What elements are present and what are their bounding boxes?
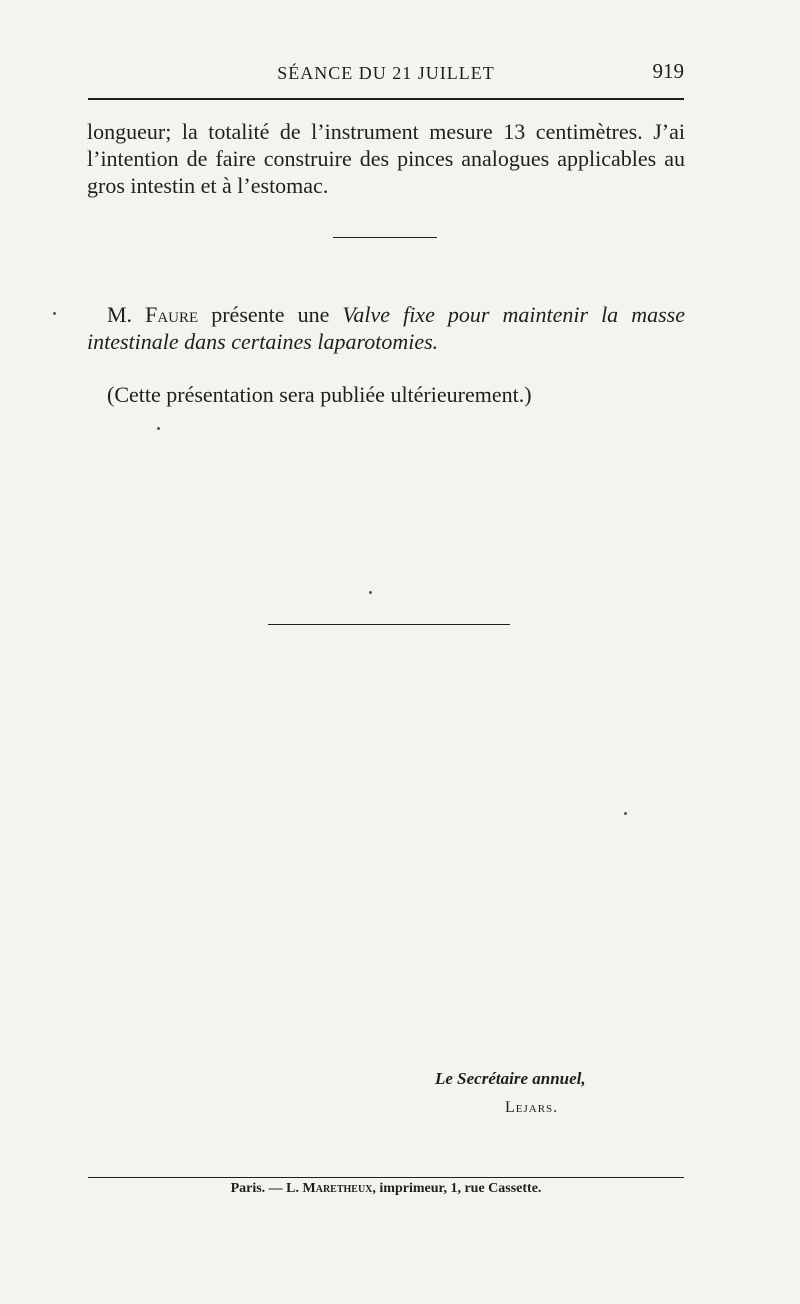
separator-rule-short <box>333 237 437 238</box>
running-head: SÉANCE DU 21 JUILLET <box>277 63 495 83</box>
page-header <box>88 59 684 89</box>
presenter-verb: présente une <box>198 302 343 327</box>
paragraph-presentation <box>87 301 685 355</box>
paragraph-note: (Cette présentation sera publiée ultérieurement.) <box>107 382 532 407</box>
signature-name: Lejars. <box>505 1099 559 1116</box>
signature-block <box>435 1069 695 1117</box>
presenter-name: Faure <box>145 302 199 327</box>
paper-speck <box>157 427 160 430</box>
paper-speck <box>369 591 372 594</box>
paper-speck <box>53 312 56 315</box>
page-number: 919 <box>652 59 684 83</box>
presentation-title: Valve fixe pour maintenir la masse intestinale dans certaines laparotomies. <box>87 302 686 354</box>
footer-rule <box>88 1177 684 1178</box>
imprint-prefix: Paris. — L. <box>230 1181 303 1196</box>
printer-imprint <box>88 1181 684 1197</box>
header-rule <box>88 98 684 100</box>
section-end-rule <box>268 624 510 625</box>
printer-name: Maretheux <box>302 1181 373 1196</box>
presenter-prefix: M. <box>107 302 146 327</box>
paragraph-instrument: longueur; la totalité de l’instrument mesure 13 centimètres. J’ai l’intention de faire construire des pinces analogues applicables au gros intestin et à l’estomac. <box>87 119 685 198</box>
imprint-suffix: , imprimeur, 1, rue Cassette. <box>372 1181 542 1196</box>
paper-speck <box>624 812 627 815</box>
signature-title: Le Secrétaire annuel, <box>435 1069 586 1088</box>
